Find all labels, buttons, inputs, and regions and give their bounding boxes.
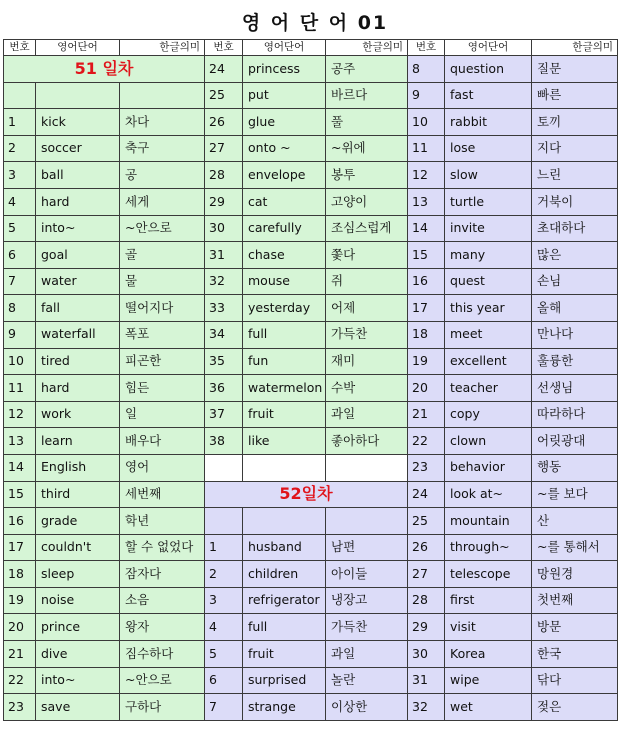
- word-number: 16: [408, 268, 445, 295]
- korean-meaning: 놀란: [326, 667, 408, 694]
- word-number: 18: [4, 561, 36, 588]
- word-number: 12: [408, 162, 445, 189]
- korean-meaning: 한국: [532, 641, 618, 668]
- english-word: strange: [243, 694, 326, 721]
- korean-meaning: 올해: [532, 295, 618, 322]
- korean-meaning: 아이들: [326, 561, 408, 588]
- word-number: 21: [408, 401, 445, 428]
- korean-meaning: 폭포: [120, 321, 205, 348]
- english-word: wet: [445, 694, 532, 721]
- english-word: rabbit: [445, 109, 532, 136]
- word-number: 35: [205, 348, 243, 375]
- word-number: 3: [4, 162, 36, 189]
- english-word: into~: [36, 667, 120, 694]
- table-row: [4, 508, 618, 535]
- korean-meaning: 질문: [532, 56, 618, 83]
- korean-meaning: 젖은: [532, 694, 618, 721]
- korean-meaning: 가득찬: [326, 321, 408, 348]
- english-word: kick: [36, 109, 120, 136]
- english-word: fruit: [243, 641, 326, 668]
- column-header-english: 영어단어: [445, 40, 532, 56]
- word-number: 14: [408, 215, 445, 242]
- column-header-korean: 한글의미: [326, 40, 408, 56]
- word-number: 21: [4, 641, 36, 668]
- column-header-number: 번호: [408, 40, 445, 56]
- korean-meaning: ~를 보다: [532, 481, 618, 508]
- english-word: children: [243, 561, 326, 588]
- column-header-korean: 한글의미: [532, 40, 618, 56]
- english-word: Korea: [445, 641, 532, 668]
- english-word: visit: [445, 614, 532, 641]
- korean-meaning: 행동: [532, 454, 618, 481]
- empty-cell: [4, 82, 36, 109]
- word-number: 1: [205, 534, 243, 561]
- korean-meaning: ~안으로: [120, 667, 205, 694]
- korean-meaning: 이상한: [326, 694, 408, 721]
- table-row: [4, 295, 618, 322]
- korean-meaning: ~를 통해서: [532, 534, 618, 561]
- english-word: put: [243, 82, 326, 109]
- english-word: turtle: [445, 188, 532, 215]
- korean-meaning: 많은: [532, 242, 618, 269]
- english-word: invite: [445, 215, 532, 242]
- english-word: goal: [36, 242, 120, 269]
- table-row: [4, 109, 618, 136]
- word-number: 2: [205, 561, 243, 588]
- korean-meaning: 힘든: [120, 375, 205, 402]
- english-word: this year: [445, 295, 532, 322]
- english-word: envelope: [243, 162, 326, 189]
- word-number: 18: [408, 321, 445, 348]
- english-word: hard: [36, 188, 120, 215]
- english-word: yesterday: [243, 295, 326, 322]
- word-number: 30: [408, 641, 445, 668]
- korean-meaning: 냉장고: [326, 587, 408, 614]
- english-word: fruit: [243, 401, 326, 428]
- english-word: surprised: [243, 667, 326, 694]
- korean-meaning: 지다: [532, 135, 618, 162]
- word-number: 19: [4, 587, 36, 614]
- word-number: 4: [4, 188, 36, 215]
- english-word: full: [243, 321, 326, 348]
- english-word: tired: [36, 348, 120, 375]
- english-word: waterfall: [36, 321, 120, 348]
- table-row: [4, 348, 618, 375]
- korean-meaning: 어릿광대: [532, 428, 618, 455]
- korean-meaning: 초대하다: [532, 215, 618, 242]
- english-word: save: [36, 694, 120, 721]
- empty-cell: [326, 454, 408, 481]
- korean-meaning: 쫓다: [326, 242, 408, 269]
- column-header-korean: 한글의미: [120, 40, 205, 56]
- english-word: princess: [243, 56, 326, 83]
- english-word: copy: [445, 401, 532, 428]
- word-number: 10: [4, 348, 36, 375]
- english-word: teacher: [445, 375, 532, 402]
- korean-meaning: 왕자: [120, 614, 205, 641]
- english-word: sleep: [36, 561, 120, 588]
- word-number: 24: [408, 481, 445, 508]
- english-word: English: [36, 454, 120, 481]
- korean-meaning: 풀: [326, 109, 408, 136]
- korean-meaning: 피곤한: [120, 348, 205, 375]
- english-word: learn: [36, 428, 120, 455]
- table-row: [4, 56, 618, 83]
- table-row: [4, 481, 618, 508]
- english-word: full: [243, 614, 326, 641]
- table-row: [4, 641, 618, 668]
- word-number: 10: [408, 109, 445, 136]
- korean-meaning: 산: [532, 508, 618, 535]
- english-word: water: [36, 268, 120, 295]
- word-number: 11: [4, 375, 36, 402]
- word-number: 19: [408, 348, 445, 375]
- english-word: meet: [445, 321, 532, 348]
- table-row: [4, 534, 618, 561]
- word-number: 23: [408, 454, 445, 481]
- word-number: 20: [4, 614, 36, 641]
- korean-meaning: 방문: [532, 614, 618, 641]
- english-word: first: [445, 587, 532, 614]
- korean-meaning: 세게: [120, 188, 205, 215]
- day-label-52: 52일차: [205, 481, 408, 508]
- english-word: look at~: [445, 481, 532, 508]
- korean-meaning: 물: [120, 268, 205, 295]
- korean-meaning: 가득찬: [326, 614, 408, 641]
- korean-meaning: 공: [120, 162, 205, 189]
- english-word: wipe: [445, 667, 532, 694]
- empty-cell: [243, 508, 326, 535]
- korean-meaning: 일: [120, 401, 205, 428]
- korean-meaning: ~위에: [326, 135, 408, 162]
- korean-meaning: 망원경: [532, 561, 618, 588]
- table-row: [4, 321, 618, 348]
- korean-meaning: 느린: [532, 162, 618, 189]
- english-word: lose: [445, 135, 532, 162]
- word-number: 8: [4, 295, 36, 322]
- korean-meaning: 토끼: [532, 109, 618, 136]
- korean-meaning: 축구: [120, 135, 205, 162]
- word-number: 28: [205, 162, 243, 189]
- korean-meaning: 빠른: [532, 82, 618, 109]
- word-number: 26: [205, 109, 243, 136]
- word-number: 5: [205, 641, 243, 668]
- table-row: [4, 82, 618, 109]
- word-number: 25: [408, 508, 445, 535]
- korean-meaning: 조심스럽게: [326, 215, 408, 242]
- word-number: 6: [205, 667, 243, 694]
- table-row: [4, 561, 618, 588]
- english-word: slow: [445, 162, 532, 189]
- word-number: 11: [408, 135, 445, 162]
- english-word: third: [36, 481, 120, 508]
- word-number: 24: [205, 56, 243, 83]
- korean-meaning: 학년: [120, 508, 205, 535]
- korean-meaning: 골: [120, 242, 205, 269]
- english-word: through~: [445, 534, 532, 561]
- korean-meaning: 과일: [326, 401, 408, 428]
- korean-meaning: 세번째: [120, 481, 205, 508]
- korean-meaning: 봉투: [326, 162, 408, 189]
- korean-meaning: 떨어지다: [120, 295, 205, 322]
- english-word: cat: [243, 188, 326, 215]
- word-number: 13: [4, 428, 36, 455]
- word-number: 32: [408, 694, 445, 721]
- word-number: 29: [408, 614, 445, 641]
- korean-meaning: 영어: [120, 454, 205, 481]
- english-word: husband: [243, 534, 326, 561]
- column-header-number: 번호: [4, 40, 36, 56]
- word-number: 13: [408, 188, 445, 215]
- vocabulary-table: [3, 39, 618, 721]
- english-word: question: [445, 56, 532, 83]
- english-word: work: [36, 401, 120, 428]
- table-row: [4, 135, 618, 162]
- page-title: 영 어 단 어 01: [241, 12, 389, 34]
- korean-meaning: 수박: [326, 375, 408, 402]
- korean-meaning: 훌륭한: [532, 348, 618, 375]
- word-number: 23: [4, 694, 36, 721]
- word-number: 38: [205, 428, 243, 455]
- korean-meaning: 구하다: [120, 694, 205, 721]
- word-number: 8: [408, 56, 445, 83]
- column-header-english: 영어단어: [36, 40, 120, 56]
- english-word: hard: [36, 375, 120, 402]
- empty-cell: [205, 454, 243, 481]
- korean-meaning: 쥐: [326, 268, 408, 295]
- english-word: grade: [36, 508, 120, 535]
- english-word: carefully: [243, 215, 326, 242]
- english-word: couldn't: [36, 534, 120, 561]
- column-header-english: 영어단어: [243, 40, 326, 56]
- table-row: [4, 428, 618, 455]
- korean-meaning: 손님: [532, 268, 618, 295]
- empty-cell: [120, 82, 205, 109]
- word-number: 17: [4, 534, 36, 561]
- column-header-number: 번호: [205, 40, 243, 56]
- korean-meaning: 거북이: [532, 188, 618, 215]
- english-word: glue: [243, 109, 326, 136]
- english-word: dive: [36, 641, 120, 668]
- english-word: refrigerator: [243, 587, 326, 614]
- korean-meaning: ~안으로: [120, 215, 205, 242]
- word-number: 15: [408, 242, 445, 269]
- english-word: like: [243, 428, 326, 455]
- table-row: [4, 268, 618, 295]
- table-row: [4, 215, 618, 242]
- english-word: behavior: [445, 454, 532, 481]
- word-number: 20: [408, 375, 445, 402]
- day-label-51: 51 일차: [4, 56, 205, 83]
- korean-meaning: 선생님: [532, 375, 618, 402]
- word-number: 37: [205, 401, 243, 428]
- korean-meaning: 할 수 없었다: [120, 534, 205, 561]
- table-row: [4, 401, 618, 428]
- word-number: 15: [4, 481, 36, 508]
- word-number: 25: [205, 82, 243, 109]
- table-row: [4, 162, 618, 189]
- word-number: 7: [4, 268, 36, 295]
- korean-meaning: 고양이: [326, 188, 408, 215]
- korean-meaning: 공주: [326, 56, 408, 83]
- word-number: 26: [408, 534, 445, 561]
- korean-meaning: 어제: [326, 295, 408, 322]
- word-number: 27: [408, 561, 445, 588]
- word-number: 22: [4, 667, 36, 694]
- word-number: 17: [408, 295, 445, 322]
- word-number: 4: [205, 614, 243, 641]
- english-word: chase: [243, 242, 326, 269]
- word-number: 32: [205, 268, 243, 295]
- word-number: 36: [205, 375, 243, 402]
- word-number: 9: [4, 321, 36, 348]
- english-word: fast: [445, 82, 532, 109]
- korean-meaning: 따라하다: [532, 401, 618, 428]
- word-number: 2: [4, 135, 36, 162]
- english-word: mountain: [445, 508, 532, 535]
- english-word: quest: [445, 268, 532, 295]
- word-number: 34: [205, 321, 243, 348]
- word-number: 6: [4, 242, 36, 269]
- table-row: [4, 454, 618, 481]
- english-word: soccer: [36, 135, 120, 162]
- empty-cell: [326, 508, 408, 535]
- word-number: 33: [205, 295, 243, 322]
- english-word: fall: [36, 295, 120, 322]
- word-number: 29: [205, 188, 243, 215]
- header-row: [4, 40, 618, 56]
- korean-meaning: 남편: [326, 534, 408, 561]
- word-number: 27: [205, 135, 243, 162]
- table-row: [4, 188, 618, 215]
- empty-cell: [243, 454, 326, 481]
- word-number: 3: [205, 587, 243, 614]
- korean-meaning: 좋아하다: [326, 428, 408, 455]
- korean-meaning: 소음: [120, 587, 205, 614]
- word-number: 1: [4, 109, 36, 136]
- english-word: clown: [445, 428, 532, 455]
- table-row: [4, 667, 618, 694]
- korean-meaning: 닦다: [532, 667, 618, 694]
- korean-meaning: 차다: [120, 109, 205, 136]
- english-word: many: [445, 242, 532, 269]
- word-number: 7: [205, 694, 243, 721]
- word-number: 5: [4, 215, 36, 242]
- table-row: [4, 614, 618, 641]
- word-number: 22: [408, 428, 445, 455]
- word-number: 31: [205, 242, 243, 269]
- english-word: excellent: [445, 348, 532, 375]
- korean-meaning: 바르다: [326, 82, 408, 109]
- english-word: noise: [36, 587, 120, 614]
- word-number: 28: [408, 587, 445, 614]
- korean-meaning: 재미: [326, 348, 408, 375]
- word-number: 30: [205, 215, 243, 242]
- korean-meaning: 잠자다: [120, 561, 205, 588]
- korean-meaning: 배우다: [120, 428, 205, 455]
- korean-meaning: 첫번째: [532, 587, 618, 614]
- english-word: watermelon: [243, 375, 326, 402]
- korean-meaning: 만나다: [532, 321, 618, 348]
- korean-meaning: 과일: [326, 641, 408, 668]
- table-row: [4, 587, 618, 614]
- empty-cell: [36, 82, 120, 109]
- word-number: 12: [4, 401, 36, 428]
- english-word: fun: [243, 348, 326, 375]
- english-word: into~: [36, 215, 120, 242]
- table-row: [4, 694, 618, 721]
- table-row: [4, 242, 618, 269]
- korean-meaning: 짐수하다: [120, 641, 205, 668]
- english-word: prince: [36, 614, 120, 641]
- word-number: 9: [408, 82, 445, 109]
- word-number: 31: [408, 667, 445, 694]
- empty-cell: [205, 508, 243, 535]
- word-number: 14: [4, 454, 36, 481]
- english-word: telescope: [445, 561, 532, 588]
- table-row: [4, 375, 618, 402]
- english-word: onto ~: [243, 135, 326, 162]
- english-word: mouse: [243, 268, 326, 295]
- english-word: ball: [36, 162, 120, 189]
- word-number: 16: [4, 508, 36, 535]
